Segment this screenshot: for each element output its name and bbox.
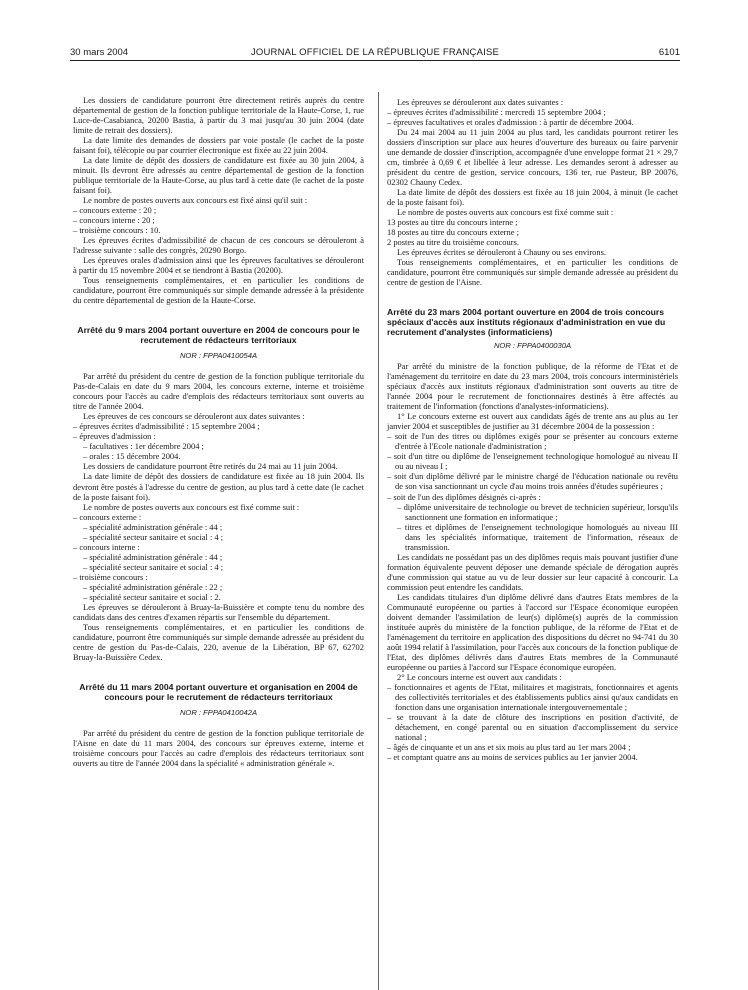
list-item: 18 postes au titre du concours externe ; [387,227,519,238]
paragraph: Les candidats titulaires d'un diplôme délivré dans d'autres Etats membres de la Communauté européenne ou parties à l'accord sur l'Espace économique européen doivent demander l'assimilation de leur(s) diplôme(s) auprès de la commission instituée auprès du ministère de la fonction publique, de la réforme de l'Etat et de l'aménagement du territoire en application des dispositions du décret no 94-741 du 30 août 1994 relatif à l'assimilation, pour l'accès aux concours de la fonction publique de l'Etat, des diplômes délivrés dans d'autres Etats membres de la Communauté européenne ou parties à l'accord sur l'Espace économique européen. [387,591,678,672]
paragraph: La date limite des demandes de dossiers par voie postale (le cachet de la poste faisant foi), télécopie ou par courrier électronique est fixée au 22 juin 2004. [73,135,364,156]
list-item: – soit de l'un des titres ou diplômes exigés pour se présenter au concours externe d'entrée à l'Ecole nationale d'administration ; [387,431,678,452]
paragraph: Les épreuves de ces concours se dérouleront aux dates suivantes : [83,411,305,422]
list-item: – concours externe : [73,511,142,522]
paragraph: Par arrêté du ministre de la fonction publique, de la réforme de l'Etat et de l'aménagement du territoire en date du 23 mars 2004, trois concours interministériels spéciaux d'accès aux instituts régionaux d'administration sont ouverts au titre de l'année 2004 pour le recrutement de fonctionnaires destinés à être affectés au traitement de l'information (fonctions d'analystes-informaticiens). [387,361,678,412]
list-item: – troisième concours : 10. [73,225,161,236]
page-header [70,47,680,61]
list-item: – concours externe : 20 ; [73,205,157,216]
nor-reference [73,351,364,361]
paragraph: Le nombre de postes ouverts aux concours est fixé ainsi qu'il suit : [83,195,308,206]
list-item: – troisième concours : [73,571,148,582]
paragraph: Les dossiers de candidature pourront être directement retirés auprès du centre départemental de gestion de la fonction publique territoriale de la Haute-Corse, 1, rue Luce-de-Casabianca, 20200 Bastia, à partir du 3 mai jusqu'au 30 juin 2004 (date limite de retrait des dossiers). [73,95,364,136]
list-item: – épreuves écrites d'admissibilité : mercredi 15 septembre 2004 ; [387,107,606,118]
list-item: – épreuves facultatives et orales d'admission : à partir de décembre 2004. [387,117,634,128]
paragraph: Les épreuves se dérouleront aux dates suivantes : [397,97,564,107]
paragraph: Tous renseignements complémentaires, et en particulier les conditions de candidature, pourront être communiqués sur simple demande adressée à la présidente du centre départemental de gestion de la Haute-Corse. [73,275,364,306]
list-item: – facultatives : 1er décembre 2004 ; [83,441,204,452]
paragraph: Par arrêté du président du centre de gestion de la fonction publique territoriale de l'Aisne en date du 11 mars 2004, des concours sur épreuves externe, interne et troisième concours pour l'accès au cadre d'emplois des rédacteurs territoriaux sont ouverts au titre de l'année 2004 dans la spécialité « administration générale ». [73,727,364,768]
header-date: 30 mars 2004 [70,47,129,58]
paragraph: Le nombre de postes ouverts aux concours est fixé comme suit : [83,501,300,512]
paragraph: Tous renseignements complémentaires, et en particulier les conditions de candidature, pourront être communiqués sur simple demande adressée au président du centre de gestion de l'Aisne. [387,257,678,288]
list-item: – fonctionnaires et agents de l'Etat, militaires et magistrats, fonctionnaires et agents des collectivités territoriales et des établissements publics ainsi qu'aux candidats en fonction dans une organisation internationale intergouvernementale ; [387,681,678,712]
list-item: – spécialité secteur sanitaire et social : 4 ; [83,561,224,572]
list-item: – titres et diplômes de l'enseignement technologique homologués au niveau III dans les spécialités informatique, traitement de l'information, réseaux de transmission. [397,521,678,552]
list-item: – épreuves écrites d'admissibilité : 15 septembre 2004 ; [73,421,260,432]
list-item: – soit d'un diplôme délivré par le ministre chargé de l'éducation nationale ou revêtu de son visa sanctionnant un cycle d'au moins trois années d'études supérieures ; [387,471,678,492]
list-item: 2 postes au titre du troisième concours. [387,237,519,248]
paragraph: Le nombre de postes ouverts aux concours est fixé comme suit : [397,207,614,218]
paragraph: Les épreuves écrites d'admissibilité de chacun de ces concours se dérouleront à l'adresse suivante : salle des congrès, 20290 Borgo. [73,235,364,256]
list-item: – soit d'un titre ou diplôme de l'enseignement technologique homologué au niveau II ou au niveau I ; [387,451,678,472]
section-title: Arrêté du 9 mars 2004 portant ouverture en 2004 de concours pour le recrutement de rédacteurs territoriaux [77,325,360,346]
paragraph: Les épreuves orales d'admission ainsi que les épreuves facultatives se dérouleront à partir du 15 novembre 2004 et se tiendront à Bastia (20200). [73,255,364,276]
header-title: JOURNAL OFFICIEL DE LA RÉPUBLIQUE FRANÇAISE [250,47,500,58]
page-number: 6101 [658,47,680,58]
nor-reference [387,341,678,351]
list-item: – orales : 15 décembre 2004. [83,451,181,462]
list-item: – se trouvant à la date de clôture des inscriptions en position d'activité, de détachement, en congé parental ou en situation d'accomplissement du service national ; [387,711,678,742]
paragraph: La date limite de dépôt des dossiers de candidature est fixée au 30 juin 2004, à minuit. Ils devront être adressés au centre départemental de gestion de la fonction publique territoriale de la Haute-Corse, au plus tard à cette date (le cachet de la poste faisant foi). [73,155,364,196]
section-title: Arrêté du 23 mars 2004 portant ouverture en 2004 de trois concours spéciaux d'accès aux instituts régionaux d'administration en vue du recrutement d'analystes (informaticiens) [387,307,666,338]
paragraph: La date limite de dépôt des dossiers est fixée au 18 juin 2004, à minuit (le cachet de la poste faisant foi). [387,187,678,208]
list-item: – âgés de cinquante et un ans et six mois au plus tard au 1er mars 2004 ; [387,741,631,752]
header-rule [70,60,680,61]
list-item: – et comptant quatre ans au moins de services publics au 1er janvier 2004. [387,751,638,762]
paragraph: Les dossiers de candidature pourront être retirés du 24 mai au 11 juin 2004. [83,461,338,472]
list-item: – concours interne : [73,541,140,552]
list-item: – spécialité administration générale : 22 ; [83,581,223,592]
paragraph: Les épreuves écrites se dérouleront à Chauny ou ses environs. [397,247,606,258]
list-item: – concours interne : 20 ; [73,215,155,226]
nor-reference-text: NOR : FPPA0400030A [493,341,572,351]
list-item: – spécialité administration générale : 44 ; [83,521,223,532]
nor-reference-text: NOR : FPPA0410042A [179,707,258,717]
left-column [73,95,364,768]
paragraph: Les épreuves se dérouleront à Bruay-la-Buissière et compte tenu du nombre des candidats dans des centres d'examen répartis sur l'ensemble du département. [73,601,364,622]
paragraph: La date limite de dépôt des dossiers de candidature est fixée au 18 juin 2004. Ils devront être postés à l'adresse du centre de gestion, au plus tard à cette date (le cachet de la poste faisant foi). [73,471,364,502]
paragraph: 1° Le concours externe est ouvert aux candidats âgés de trente ans au plus au 1er janvier 2004 et susceptibles de justifier au 31 décembre 2004 de la possession : [387,411,678,432]
section-title: Arrêté du 11 mars 2004 portant ouverture et organisation en 2004 de concours pour le recrutement de rédacteurs territoriaux [79,681,358,702]
right-column [387,97,678,762]
column-divider [378,92,379,990]
nor-reference-text: NOR : FPPA0410054A [179,351,258,361]
paragraph: 2° Le concours interne est ouvert aux candidats : [397,671,562,682]
paragraph: Du 24 mai 2004 au 11 juin 2004 au plus tard, les candidats pourront retirer les dossiers d'inscription sur place aux heures d'ouverture des bureaux ou faire parvenir une demande de dossier d'inscription, accompagnée d'une enveloppe format 21 × 29,7 cm, timbrée à 0,69 € et libellée à leur adresse. Les demandes seront à adresser au président du centre de gestion, service concours, 136 ter, rue Pasteur, BP 20076, 02302 Chauny Cedex. [387,127,678,188]
paragraph: Les candidats ne possédant pas un des diplômes requis mais pouvant justifier d'une formation équivalente peuvent déposer une demande spéciale de dérogation auprès d'une commission qui statue au vu de leur dossier sur leur capacité à concourir. La commission peut entendre les candidats. [387,551,678,592]
list-item: – spécialité secteur sanitaire et social : 4 ; [83,531,224,542]
list-item: – diplôme universitaire de technologie ou brevet de technicien supérieur, lorsqu'ils sanctionnent une formation en informatique ; [397,501,678,522]
list-item: 13 postes au titre du concours interne ; [387,217,518,228]
list-item: – spécialité administration générale : 44 ; [83,551,223,562]
nor-reference [73,708,364,718]
list-item: – soit de l'un des diplômes désignés ci-après : [387,491,541,502]
list-item: – spécialité secteur sanitaire et social : 2. [83,591,221,602]
paragraph: Par arrêté du président du centre de gestion de la fonction publique territoriale du Pas-de-Calais en date du 9 mars 2004, les concours externe, interne et troisième concours pour l'accès au cadre d'emplois des rédacteurs territoriaux sont ouverts au titre de l'année 2004. [73,371,364,412]
paragraph: Tous renseignements complémentaires, et en particulier les conditions de candidature, pourront être communiqués sur simple demande adressée au président du centre de gestion du Pas-de-Calais, 220, avenue de la Libération, BP 67, 62702 Bruay-la-Buissière Cedex. [73,621,364,662]
list-item: – épreuves d'admission : [73,431,156,442]
